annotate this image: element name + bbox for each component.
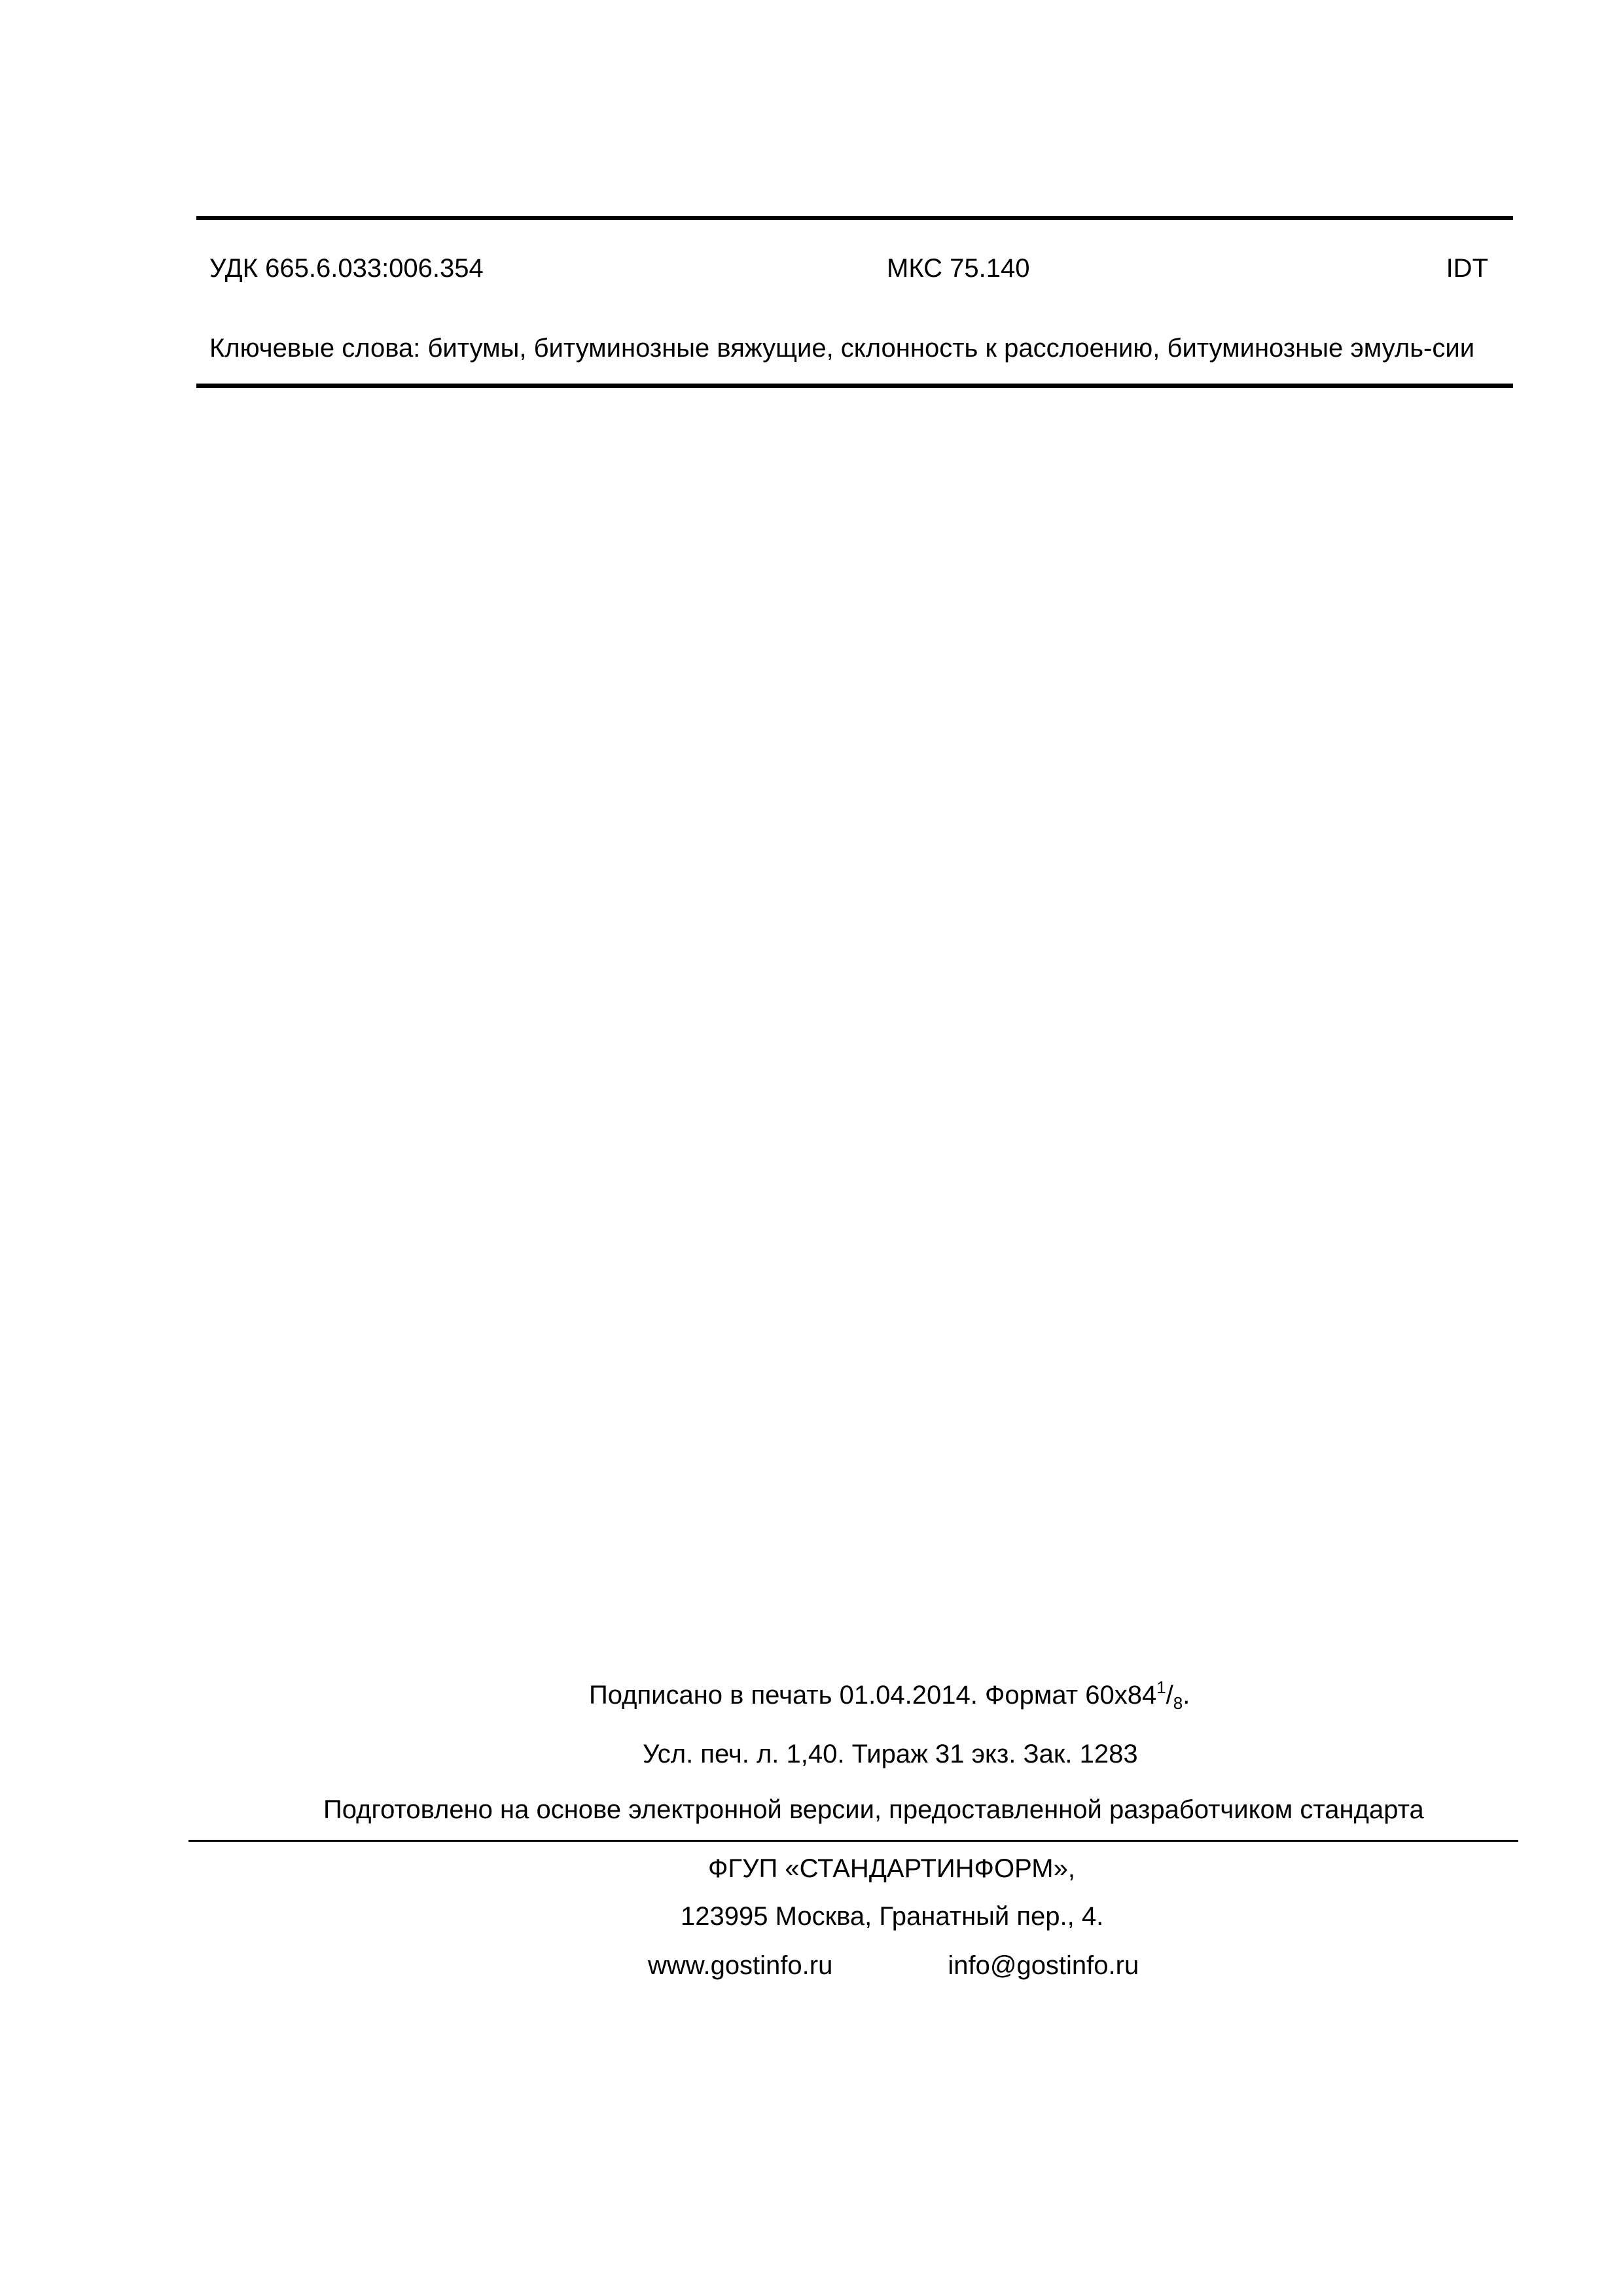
print-sheets-line: Усл. печ. л. 1,40. Тираж 31 экз. Зак. 1283 (643, 1740, 1138, 1768)
format-period: . (1183, 1681, 1190, 1710)
format-fraction-denominator: 8 (1173, 1693, 1183, 1713)
prepared-note-line: Подготовлено на основе электронной версии, предоставленной разработчиком стандарта (323, 1795, 1424, 1824)
publisher-address: 123995 Москва, Гранатный пер., 4. (681, 1902, 1104, 1931)
format-fraction-numerator: 1 (1156, 1677, 1166, 1697)
classification-codes-row (196, 220, 1513, 281)
udk-code: УДК 665.6.033:006.354 (209, 254, 484, 283)
signed-text: Подписано в печать 01.04.2014. Формат 60x84 (589, 1681, 1157, 1710)
email-link[interactable]: info@gostinfo.ru (948, 1951, 1139, 1980)
publisher-contacts (648, 1952, 1139, 1979)
format-fraction-slash: / (1166, 1681, 1173, 1710)
classification-block (196, 216, 1513, 388)
signed-to-print-line (589, 1679, 1190, 1712)
keywords-text (196, 281, 1513, 384)
imprint-divider (188, 1840, 1518, 1842)
correspondence-degree: IDT (1446, 254, 1488, 283)
keywords-line: Ключевые слова: битумы, битуминозные вяжущие, склонность к расслоению, битуминозные эмуль-сии (209, 334, 1475, 363)
website-link[interactable]: www.gostinfo.ru (648, 1951, 833, 1980)
publisher-name: ФГУП «СТАНДАРТИНФОРМ», (708, 1854, 1075, 1883)
mks-code: МКС 75.140 (887, 254, 1030, 283)
